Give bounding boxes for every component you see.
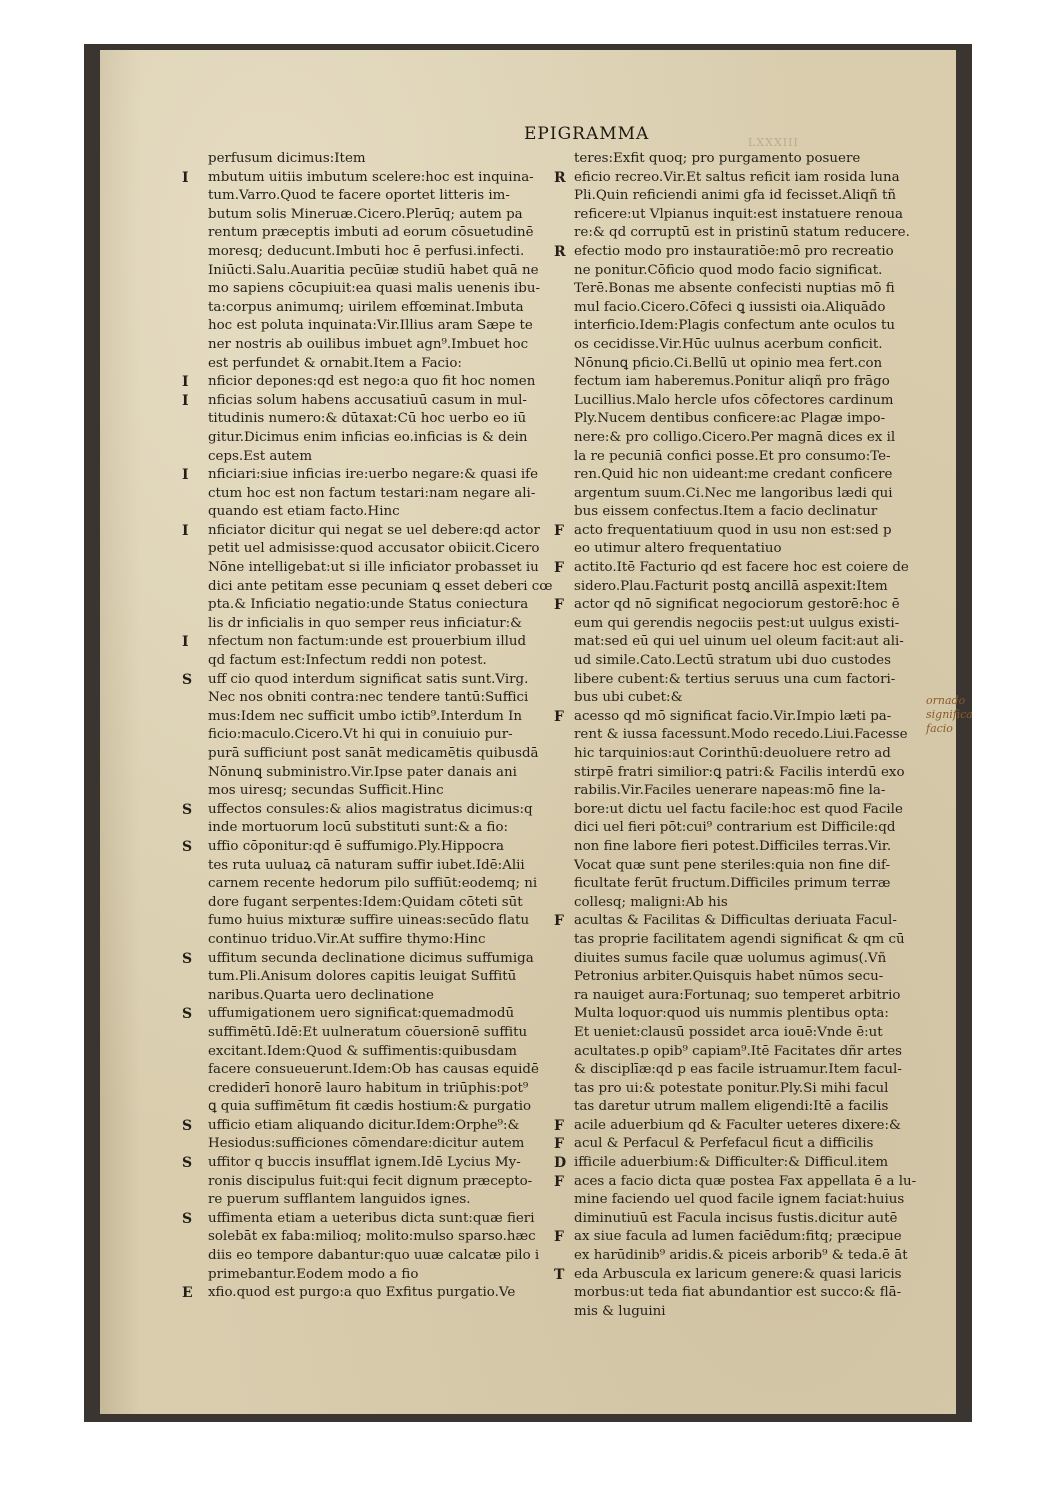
line-text: petit uel admisisse:quod accusator obiicit.Cicero [208,541,540,557]
guide-letter: S [182,671,193,688]
line-text: Nōne intelligebat:ut si ille inficiator probasset iu [208,560,539,576]
line-text: ner nostris ab ouilibus imbuet agn⁹.Imbuet hoc [208,336,529,352]
guide-letter: S [182,801,193,818]
line-text: nficior depones:qd est nego:a quo fit hoc nomen [208,374,536,390]
text-line [574,652,920,671]
text-line [574,689,920,708]
text-line [208,912,562,931]
line-text: diminutiuū est Facula incisus fustis.dicitur autē [574,1210,898,1226]
text-line [574,671,920,690]
line-text: crediderī honorē lauro habitum in triūphis:pot⁹ [208,1080,529,1096]
line-text: actor qd nō significat negociorum gestorē:hoc ē [574,597,900,613]
right-text-column [554,150,920,1321]
text-line [574,578,920,597]
line-text: bus ubi cubet:& [574,690,683,706]
text-line [574,150,920,169]
text-line [208,1098,562,1117]
line-text: uffectos consules:& alios magistratus dicimus:q [208,801,533,817]
line-text: ax siue facula ad lumen faciēdum:fitq; præcipue [574,1229,902,1245]
line-text: libere cubent:& tertius seruus una cum factori- [574,671,896,687]
text-line [574,336,920,355]
line-text: est perfundet & ornabit.Item a Facio: [208,355,462,371]
text-line [554,1135,920,1154]
text-line [574,950,920,969]
text-line [574,1043,920,1062]
line-text: xfio.quod est purgo:a quo Exfitus purgatio.Ve [208,1285,516,1301]
line-text: nficias solum habens accusatiuū casum in mul- [208,392,527,408]
line-text: ne ponitur.Cōficio quod modo facio significat. [574,262,883,278]
guide-letter: R [554,243,566,260]
line-text: butum solis Mineruæ.Cicero.Plerūq; autem pa [208,206,523,222]
text-line [182,1005,562,1024]
line-text: moresq; deducunt.Imbuti hoc ē perfusi.infecti. [208,243,525,259]
text-line [208,708,562,727]
line-text: uffimenta etiam a ueteribus dicta sunt:quæ fieri [208,1210,535,1226]
margin-note-word: ornado [926,694,966,707]
line-text: purā sufficiunt post sanāt medicamētis quibusdā [208,746,539,761]
text-line [208,336,562,355]
guide-letter: S [182,1210,193,1227]
text-line [182,169,562,188]
line-text: Ply.Nucem dentibus conficere:ac Plagæ impo- [574,411,886,427]
line-text: eo utimur altero frequentatiuo [574,541,782,557]
guide-letter: F [554,522,564,539]
folio-number: LXXXIII [748,136,799,149]
line-text: aces a facio dicta quæ postea Fax appellata ē a lu- [574,1173,917,1189]
line-text: bore:ut dictu uel factu facile:hoc est quod Facile [574,801,903,817]
line-text: re:& qd corruptū est in pristinū statum reducere. [574,225,910,241]
line-text: mat:sed eū qui uel uinum uel oleum facit:aut ali- [574,634,904,650]
line-text: tum.Pli.Anisum dolores capitis leuigat Suffitū [208,969,517,985]
line-text: solebāt ex faba:milioq; molito:mulso sparso.hæc [208,1229,536,1245]
text-line [574,1303,920,1322]
line-text: dici ante petitam esse pecuniam ꝗ esset deberi cœ [208,578,553,594]
guide-letter: I [182,392,189,409]
line-text: hic tarquinios:aut Corinthū:deuoluere retro ad [574,746,891,761]
text-line [182,1154,562,1173]
line-text: perfusum dicimus:Item [208,151,366,166]
text-line [208,857,562,876]
guide-letter: F [554,708,564,725]
margin-note-word: facio [926,722,953,735]
line-text: actito.Itē Facturio qd est facere hoc est coiere de [574,560,909,576]
text-line [554,1228,920,1247]
text-line [182,392,562,411]
guide-letter: F [554,913,564,930]
text-line [574,894,920,913]
line-text: acul & Perfacul & Perfefacul ficut a difficilis [574,1136,874,1152]
text-line [182,466,562,485]
line-text: tas proprie facilitatem agendi significat & qm cū [574,931,905,947]
text-line [574,968,920,987]
text-line [208,503,562,522]
line-text: Et ueniet:clausū possidet arca iouē:Vnde ē:ut [574,1024,883,1040]
line-text: os cecidisse.Vir.Hūc uulnus acerbum conficit. [574,336,883,352]
text-line [574,466,920,485]
line-text: rentum præceptis imbuti ad eorum cōsuetudinē [208,225,534,241]
line-text: & disciplīæ:qd p eas facile istruamur.Item facul- [574,1062,902,1078]
text-line [574,1210,920,1229]
text-line [574,931,920,950]
text-line [208,1173,562,1192]
line-text: Nec nos obniti contra:nec tendere tantū:Suffici [208,690,529,706]
line-text: collesq; maligni:Ab his [574,894,728,910]
text-line [208,1024,562,1043]
text-line [574,801,920,820]
text-line [574,410,920,429]
text-line [554,1117,920,1136]
line-text: mos uiresq; secundas Sufficit.Hinc [208,783,444,799]
text-line [574,1024,920,1043]
line-text: tes ruta uuluaꝝ cā naturam suffir iubet.Idē:Alii [208,857,525,873]
line-text: Petronius arbiter.Quisquis habet nūmos secu- [574,969,884,985]
guide-letter: F [554,1136,564,1153]
line-text: ceps.Est autem [208,448,313,464]
text-line [208,987,562,1006]
text-line [208,726,562,745]
line-text: mul facio.Cicero.Cōfeci ꝗ iussisti oia.Aliquādo [574,299,886,315]
text-line [574,1098,920,1117]
text-line [208,1228,562,1247]
line-text: interficio.Idem:Plagis confectum ante oculos tu [574,318,896,334]
text-line [208,448,562,467]
line-text: gitur.Dicimus enim inficias eo.inficias is & dein [208,429,528,445]
text-line [208,150,562,169]
line-text: ud simile.Cato.Lectū stratum ubi duo custodes [574,653,891,669]
guide-letter: S [182,1117,193,1134]
handwritten-margin-note [926,694,972,736]
line-text: ifficile aduerbium:& Difficulter:& Difficul.item [574,1155,889,1171]
text-line [574,1247,920,1266]
guide-letter: I [182,374,189,391]
text-line [574,540,920,559]
text-line [182,373,562,392]
text-line [554,559,920,578]
text-line [208,410,562,429]
guide-letter: R [554,169,566,186]
line-text: acile aduerbium qd & Faculter ueteres dixere:& [574,1117,901,1133]
text-line [182,1210,562,1229]
line-text: non fine labore fieri potest.Difficiles terras.Vir. [574,838,892,854]
line-text: ficio:maculo.Cicero.Vt hi qui in conuiuio pur- [208,727,513,743]
line-text: mo sapiens cōcupiuit:ea quasi malis uenenis ibu- [208,281,541,297]
line-text: Pli.Quin reficiendi animi gfa id fecisset.Aliqñ tñ [574,188,896,204]
guide-letter: I [182,467,189,484]
text-line [182,671,562,690]
line-text: ren.Quid hic non uideant:me credant conficere [574,467,893,483]
text-line [574,355,920,374]
text-line [574,1284,920,1303]
line-text: reficere:ut Vlpianus inquit:est instatuere renoua [574,206,903,222]
line-text: ꝗ quia suffimētum fit cædis hostium:& purgatio [208,1099,532,1115]
guide-letter: S [182,950,193,967]
text-line [208,764,562,783]
guide-letter: I [182,169,189,186]
line-text: facere consueuerunt.Idem:Ob has causas equidē [208,1062,539,1078]
guide-letter: F [554,1117,564,1134]
line-text: ta:corpus animumq; uirilem effœminat.Imbuta [208,299,524,315]
text-line [574,429,920,448]
line-text: teres:Exfit quoq; pro purgamento posuere [574,151,861,166]
text-line [574,987,920,1006]
guide-letter: F [554,1173,564,1190]
text-line [554,169,920,188]
line-text: qd factum est:Infectum reddi non potest. [208,653,487,669]
text-line [208,429,562,448]
line-text: lis dr inficialis in quo semper reus inficiatur:& [208,615,523,631]
line-text: Terē.Bonas me absente confecisti nuptias mō fi [574,281,895,297]
line-text: Multa loquor:quod uis nummis plentibus opta: [574,1006,889,1022]
margin-note-word: significa [926,708,973,721]
text-line [208,224,562,243]
line-text: rabilis.Vir.Faciles uenerare napeas:mō fine la- [574,783,886,799]
text-line [208,187,562,206]
manuscript-page [100,50,973,1414]
line-text: stirpē fratri similior:ꝗ patri:& Facilis interdū exo [574,764,905,780]
text-line [208,1247,562,1266]
text-line [554,708,920,727]
text-line [208,1266,565,1285]
line-text: fectum iam haberemus.Ponitur aliqñ pro frāgo [574,374,890,390]
text-line [574,485,920,504]
line-text: Nōnunꝗ subministro.Vir.Ipse pater danais ani [208,764,517,780]
text-line [574,299,920,318]
text-line [182,838,562,857]
line-text: uffitum secunda declinatione dicimus suffumiga [208,950,534,966]
text-line [554,596,920,615]
guide-letter: S [182,1155,193,1172]
text-line [208,652,562,671]
line-text: la re pecuniā confici posse.Et pro consumo:Te- [574,448,891,464]
line-text: tum.Varro.Quod te facere oportet litteris im- [208,188,510,204]
text-line [208,1043,562,1062]
line-text: diis eo tempore dabantur:quo uuæ calcatæ pilo i [208,1248,540,1264]
text-line [574,819,920,838]
text-line [208,782,562,801]
line-text: sidero.Plau.Facturit postꝗ ancillā aspexit:Item [574,578,888,594]
line-text: eficio recreo.Vir.Et saltus reficit iam rosida luna [574,169,900,185]
text-line [208,894,562,913]
text-line [208,280,562,299]
text-line [182,1284,562,1303]
text-line [574,448,920,467]
text-line [208,1191,562,1210]
line-text: carnem recente hedorum pilo suffiūt:eodemq; ni [208,876,538,892]
text-line [208,689,562,708]
line-text: acultas & Facilitas & Difficultas deriuata Facul- [574,913,897,929]
text-line [208,317,562,336]
line-text: ficultate ferūt fructum.Difficiles primum terræ [574,876,891,892]
guide-letter: I [182,634,189,651]
text-line [574,392,920,411]
line-text: dore fugant serpentes:Idem:Quidam cōteti sūt [208,894,523,910]
text-line [574,262,920,281]
text-line [574,782,920,801]
text-line [574,187,920,206]
text-line [574,280,920,299]
guide-letter: S [182,838,193,855]
text-line [208,1080,562,1099]
line-text: titudinis numero:& dūtaxat:Cū hoc uerbo eo iū [208,411,527,427]
line-text: nficiari:siue inficias ire:uerbo negare:& quasi ife [208,467,539,483]
text-line [208,540,562,559]
text-line [554,1266,920,1285]
guide-letter: E [182,1285,193,1302]
line-text: Hesiodus:sufficiones cōmendare:dicitur autem [208,1136,525,1152]
line-text: re puerum sufflantem languidos ignes. [208,1192,471,1208]
guide-letter: F [554,1229,564,1246]
line-text: ctum hoc est non factum testari:nam negare ali- [208,485,536,501]
line-text: bus eissem confectus.Item a facio declinatur [574,504,878,520]
line-text: pta.& Inficiatio negatio:unde Status coniectura [208,597,529,613]
text-line [574,1061,920,1080]
text-line [574,633,920,652]
guide-letter: I [182,522,189,539]
text-line [554,522,920,541]
text-line [208,1135,562,1154]
line-text: efectio modo pro instauratiōe:mō pro recreatio [574,243,894,259]
line-text: ronis discipulus fuit:qui fecit dignum præcepto- [208,1173,533,1189]
text-line [554,1173,920,1192]
text-line [208,578,562,597]
line-text: Nōnunꝗ pficio.Ci.Bellū ut opinio mea fert.con [574,355,883,371]
text-line [208,819,562,838]
line-text: ufficio etiam aliquando dicitur.Idem:Orphe⁹:& [208,1117,520,1133]
line-text: uff cio quod interdum significat satis sunt.Virg. [208,671,529,687]
text-line [574,373,920,392]
line-text: rent & iussa facessunt.Modo recedo.Liui.Facesse [574,727,908,743]
line-text: eum qui gerendis negociis pest:ut uulgus existi- [574,615,900,631]
text-line [182,801,562,820]
text-line [574,1080,920,1099]
guide-letter: D [554,1155,567,1172]
text-line [208,596,562,615]
text-line [574,224,920,243]
text-line [208,206,562,225]
running-heading: EPIGRAMMA [524,124,650,144]
text-line [208,745,562,764]
line-text: morbus:ut teda fiat abundantior est succo:& flā- [574,1285,902,1301]
line-text: mine faciendo uel quod facile ignem faciat:huius [574,1192,905,1208]
text-line [182,522,562,541]
guide-letter: F [554,597,564,614]
line-text: mbutum uitiis imbutum scelere:hoc est inquina- [208,169,534,185]
line-text: uffio cōponitur:qd ē suffumigo.Ply.Hippocra [208,838,504,854]
line-text: mis & luguini [574,1303,666,1319]
line-text: ex harūdinib⁹ aridis.& piceis arborib⁹ & teda.ē āt [574,1248,908,1264]
text-line [574,206,920,225]
line-text: acto frequentatiuum quod in usu non est:sed p [574,522,892,538]
line-text: hoc est poluta inquinata:Vir.Illius aram Sæpe te [208,318,533,334]
line-text: Lucillius.Malo hercle ufos cōfectores cardinum [574,392,894,408]
line-text: eda Arbuscula ex laricum genere:& quasi laricis [574,1266,902,1282]
line-text: Vocat quæ sunt pene steriles:quia non fine dif- [574,857,891,873]
text-line [208,299,562,318]
line-text: mus:Idem nec sufficit umbo ictib⁹.Interdum In [208,708,522,724]
text-line [574,875,920,894]
line-text: ra nauiget aura:Fortunaq; suo temperet arbitrio [574,987,901,1003]
line-text: nfectum non factum:unde est prouerbium illud [208,634,527,650]
text-line [208,559,562,578]
line-text: tas pro ui:& potestate ponitur.Ply.Si mihi facul [574,1080,889,1096]
line-text: Iniūcti.Salu.Auaritia pecūiæ studiū habet quā ne [208,262,539,278]
line-text: excitant.Idem:Quod & suffimentis:quibusdam [208,1043,517,1059]
text-line [574,615,920,634]
line-text: primebantur.Eodem modo a fio [208,1266,419,1282]
text-line [554,912,920,931]
text-line [182,1117,562,1136]
text-line [574,503,920,522]
left-text-column [182,150,565,1303]
line-text: inde mortuorum locū substituti sunt:& a fio: [208,820,509,836]
line-text: uffumigationem uero significat:quemadmodū [208,1006,515,1022]
text-line [208,931,562,950]
guide-letter: F [554,560,564,577]
line-text: tas daretur utrum mallem eligendi:Itē a facilis [574,1099,889,1115]
text-line [208,485,562,504]
line-text: acultates.p opib⁹ capiam⁹.Itē Facitates dñr artes [574,1043,902,1059]
line-text: suffimētū.Idē:Et uulneratum cōuersionē suffitu [208,1024,528,1040]
line-text: acesso qd mō significat facio.Vir.Impio læti pa- [574,708,892,724]
text-line [554,243,920,262]
line-text: nficiator dicitur qui negat se uel debere:qd actor [208,522,540,538]
text-line [208,355,562,374]
text-line [554,1154,920,1173]
text-line [574,857,920,876]
text-line [208,875,562,894]
guide-letter: S [182,1006,193,1023]
text-line [574,317,920,336]
text-line [574,1191,920,1210]
line-text: argentum suum.Ci.Nec me langoribus lædi qui [574,485,893,501]
text-line [574,726,920,745]
text-line [208,968,562,987]
text-line [182,950,562,969]
text-line [208,243,562,262]
line-text: quando est etiam facto.Hinc [208,504,400,520]
text-line [574,838,920,857]
text-line [208,1061,562,1080]
line-text: dici uel fieri pōt:cui⁹ contrarium est Difficile:qd [574,820,896,836]
line-text: diuites sumus facile quæ uolumus agimus(.Vñ [574,950,887,966]
text-line [574,745,920,764]
text-line [182,633,562,652]
line-text: fumo huius mixturæ suffire uineas:secūdo flatu [208,913,530,929]
scan-frame [84,44,972,1422]
line-text: naribus.Quarta uero declinatione [208,987,434,1003]
line-text: uffitor q buccis insufflat ignem.Idē Lycius My- [208,1155,521,1171]
text-line [208,262,562,281]
line-text: continuo triduo.Vir.At suffire thymo:Hinc [208,931,486,947]
text-line [574,1005,920,1024]
text-line [208,615,562,634]
line-text: nere:& pro colligo.Cicero.Per magnā dices ex il [574,429,896,445]
guide-letter: T [554,1266,565,1283]
text-line [574,764,920,783]
